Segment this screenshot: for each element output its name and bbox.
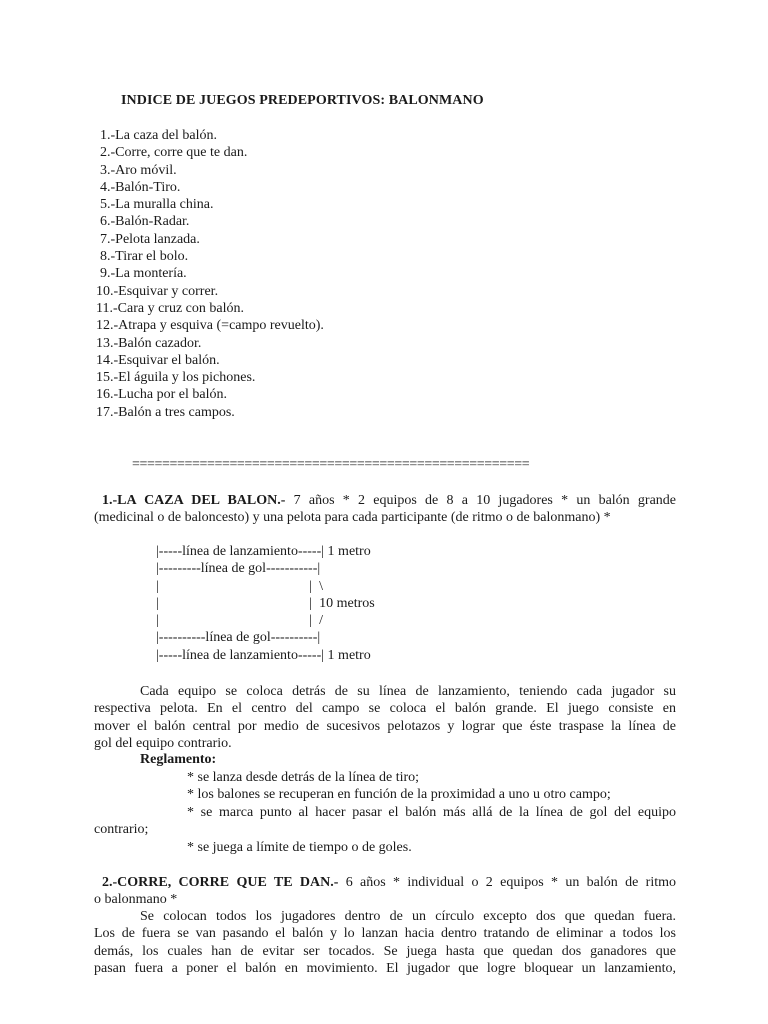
game2-intro-text: 6 años * individual o 2 equipos * un balón de ritmo xyxy=(338,875,676,890)
field-diagram xyxy=(156,543,375,664)
toc-item: 5.-La muralla china. xyxy=(100,197,214,213)
game2-intro-line: o balonmano * xyxy=(94,892,178,908)
toc-item: 8.-Tirar el bolo. xyxy=(100,249,189,265)
rule-item-wrapped xyxy=(94,804,676,839)
toc-item: 1.-La caza del balón. xyxy=(100,128,217,143)
document-title: INDICE DE JUEGOS PREDEPORTIVOS: BALONMANO xyxy=(121,93,484,108)
section-separator: ===================================================== xyxy=(132,457,530,472)
toc-item: 9.-La montería. xyxy=(100,266,187,282)
description-line: gol del equipo contrario. xyxy=(94,735,232,751)
toc-item: 17.-Balón a tres campos. xyxy=(96,404,235,420)
toc-item: 16.-Lucha por el balón. xyxy=(96,387,228,403)
diagram-row: |----------línea de gol----------| xyxy=(156,630,321,646)
reglamento-heading: Reglamento: xyxy=(140,752,217,767)
rule-item: * se lanza desde detrás de la línea de tiro; xyxy=(187,770,420,785)
game2-title: 2.-CORRE, CORRE QUE TE DAN.- xyxy=(102,875,339,890)
toc-item: 12.-Atrapa y esquiva (=campo revuelto). xyxy=(96,318,324,334)
game1-intro xyxy=(94,492,676,527)
table-of-contents xyxy=(96,127,324,421)
description-line: respectiva pelota. En el centro del campo se coloca el balón grande. El juego consiste en xyxy=(94,701,676,717)
toc-item: 14.-Esquivar el balón. xyxy=(96,352,220,368)
game1-intro-text: 7 años * 2 equipos de 8 a 10 jugadores * un balón grande xyxy=(285,493,677,508)
game1-description xyxy=(94,683,676,752)
rule-item: contrario; xyxy=(94,822,149,838)
rule-item: * se marca punto al hacer pasar el balón más allá de la línea de gol del equipo xyxy=(187,805,676,820)
description-line: pasan fuera a poner el balón en movimiento. El jugador que logre bloquear un lanzamiento, xyxy=(94,960,676,976)
toc-item: 11.-Cara y cruz con balón. xyxy=(96,300,244,316)
rule-item: * se juega a límite de tiempo o de goles. xyxy=(187,840,412,855)
toc-item: 15.-El águila y los pichones. xyxy=(96,370,256,386)
diagram-row: |-----línea de lanzamiento-----| 1 metro xyxy=(156,544,371,559)
game2-description xyxy=(94,908,676,977)
toc-item: 7.-Pelota lanzada. xyxy=(100,231,200,247)
diagram-row: |-----línea de lanzamiento-----| 1 metro xyxy=(156,647,371,663)
description-line: Cada equipo se coloca detrás de su línea de lanzamiento, teniendo cada jugador su xyxy=(140,684,676,699)
toc-item: 2.-Corre, corre que te dan. xyxy=(100,145,248,161)
game1-intro-line: (medicinal o de baloncesto) y una pelota para cada participante (de ritmo o de balonmano) * xyxy=(94,510,611,526)
game2-intro-line xyxy=(94,874,676,891)
game1-title: 1.-LA CAZA DEL BALON.- xyxy=(102,493,286,508)
description-line: Se colocan todos los jugadores dentro de un círculo excepto dos que quedan fuera. xyxy=(140,909,676,924)
diagram-row: | | 10 metros xyxy=(156,595,375,611)
toc-item: 13.-Balón cazador. xyxy=(96,335,202,351)
game2-intro xyxy=(94,874,676,909)
toc-item: 6.-Balón-Radar. xyxy=(100,214,190,230)
description-line: demás, los cuales han de evitar ser tocados. Se juega hasta que quedan dos ganadores que xyxy=(94,943,676,959)
diagram-row: | | / xyxy=(156,613,323,629)
toc-item: 10.-Esquivar y correr. xyxy=(96,283,219,299)
rule-item: * los balones se recuperan en función de la proximidad a uno u otro campo; xyxy=(187,787,611,802)
toc-item: 4.-Balón-Tiro. xyxy=(100,179,181,195)
toc-item: 3.-Aro móvil. xyxy=(100,162,177,178)
diagram-row: |---------línea de gol-----------| xyxy=(156,561,321,577)
description-line: Los de fuera se van pasando el balón y lo lanzan hacia dentro tratando de eliminar a todos los xyxy=(94,926,676,942)
description-line: mover el balón central por medio de sucesivos pelotazos y lograr que éste traspase la línea de xyxy=(94,718,676,734)
game1-intro-line xyxy=(94,492,676,509)
diagram-row: | | \ xyxy=(156,578,323,594)
